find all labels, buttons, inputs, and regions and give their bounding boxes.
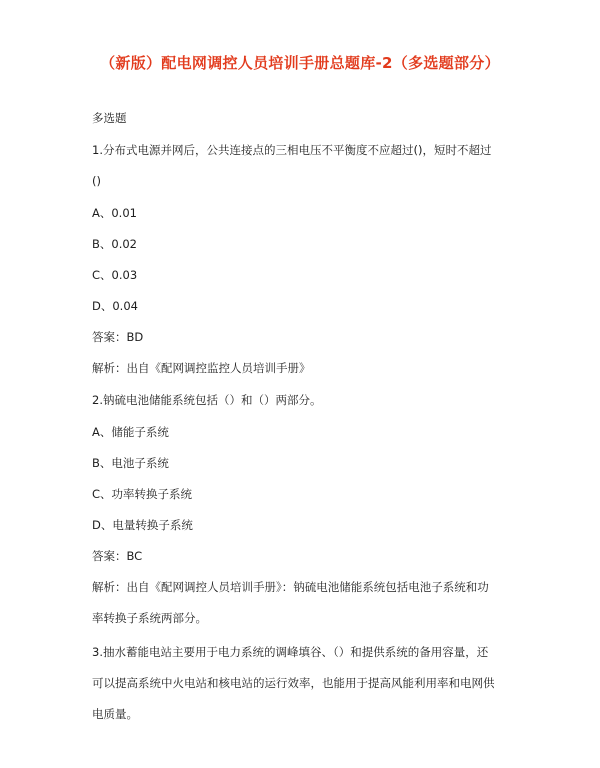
question-1-analysis-line-1: 解析：出自《配网调控监控人员培训手册》 [92, 361, 311, 375]
question-3-stem-line-2: 可以提高系统中火电站和核电站的运行效率，也能用于提高风能利用率和电网供 [92, 676, 495, 690]
question-1-stem-line-1: 1.分布式电源并网后，公共连接点的三相电压不平衡度不应超过()，短时不超过 [92, 143, 492, 157]
question-3-stem-line-3: 电质量。 [92, 707, 138, 721]
question-2-option-a: A、储能子系统 [92, 425, 169, 439]
question-2-option-d: D、电量转换子系统 [92, 518, 193, 532]
question-1-answer: 答案：BD [92, 330, 144, 344]
question-1-option-d: D、0.04 [92, 299, 138, 313]
question-1-option-b: B、0.02 [92, 237, 137, 251]
question-2-option-b: B、电池子系统 [92, 456, 169, 470]
question-2-stem-line-1: 2.钠硫电池储能系统包括（）和（）两部分。 [92, 393, 322, 407]
question-2-analysis-line-2: 率转换子系统两部分。 [92, 611, 207, 625]
question-1-option-a: A、0.01 [92, 206, 137, 220]
question-2-analysis-line-1: 解析：出自《配网调控人员培训手册》：钠硫电池储能系统包括电池子系统和功 [92, 580, 489, 594]
question-2-option-c: C、功率转换子系统 [92, 487, 193, 501]
document-title: （新版）配电网调控人员培训手册总题库-2（多选题部分） [100, 54, 500, 72]
question-2-answer: 答案：BC [92, 549, 143, 563]
question-3-stem-line-1: 3.抽水蓄能电站主要用于电力系统的调峰填谷、（）和提供系统的备用容量，还 [92, 645, 489, 659]
section-heading: 多选题 [92, 111, 127, 125]
question-1-option-c: C、0.03 [92, 268, 138, 282]
question-1-stem-line-2: () [92, 174, 101, 188]
